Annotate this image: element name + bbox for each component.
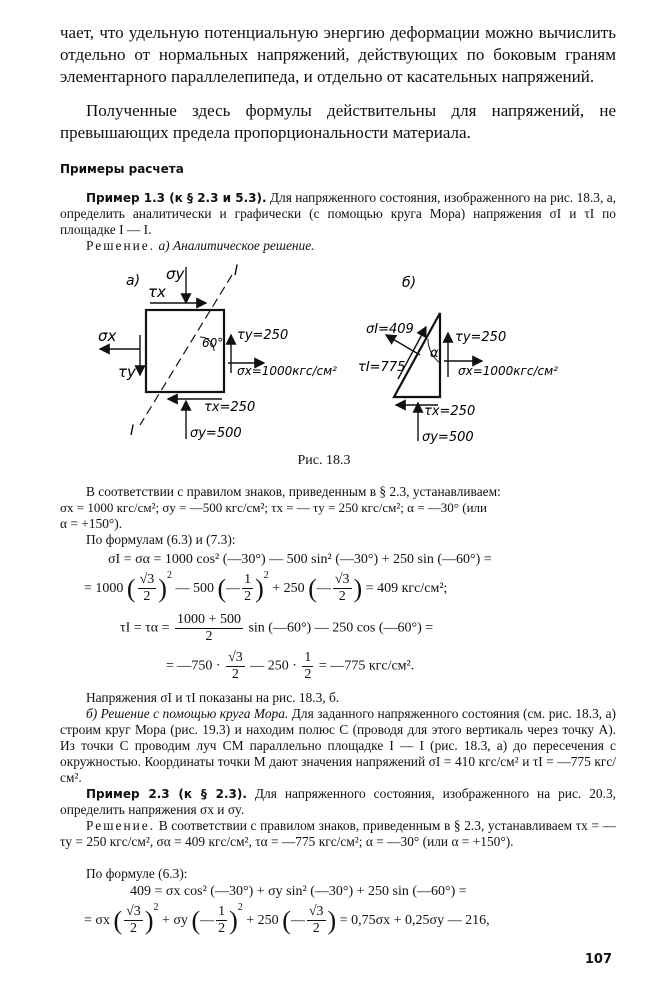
solution-2-label: Решение. [86, 818, 156, 833]
eq1-frac-1-num: √3 [139, 572, 155, 588]
sigma-y-bottom-label: σy=500 [190, 426, 242, 441]
sigma-y-top-label: σy [166, 265, 185, 283]
eq1-frac-3-num: √3 [334, 572, 350, 588]
figure-caption: Рис. 18.3 [297, 453, 351, 468]
eq1-result: = 409 кгс/см²; [365, 581, 448, 596]
eq3-frac-1-num: √3 [126, 904, 141, 920]
eq3-frac-1 [124, 904, 143, 937]
equation-tau-line-1 [120, 612, 433, 645]
equation-3-line-2 [84, 902, 490, 937]
stresses-shown-line: Напряжения σI и τI показаны на рис. 18.3, б. [86, 690, 340, 705]
eq1-term-250: + 250 [272, 581, 305, 596]
eq3-frac-2-den: 2 [218, 921, 226, 937]
eq2-frac-half-num: 1 [304, 650, 312, 665]
eq1-paren: ( [308, 573, 317, 603]
eq3-paren: ( [282, 905, 291, 935]
line-label-top: I [234, 263, 239, 279]
eq3-paren: ) [229, 905, 238, 935]
tau-i-label: τI=775 [358, 360, 406, 375]
eq1-frac-2-den: 2 [244, 589, 252, 605]
eq3-minus: — [200, 913, 215, 928]
analytic-solution-label: а) Аналитическое решение. [158, 238, 315, 253]
eq1-minus: — [226, 581, 241, 596]
eq2-frac [175, 612, 243, 645]
example-1-3-paragraph [60, 190, 616, 238]
equation-tau-line-2 [166, 650, 414, 683]
equation-sigma-line-1: σI = σα = 1000 cos² (—30°) — 500 sin² (—30°) + 250 sin (—60°) = [108, 552, 492, 567]
tau-y-left-label: τy [118, 363, 136, 381]
eq3-exp: 2 [237, 902, 243, 913]
eq3-frac-2 [216, 904, 227, 937]
figure-b-label: б) [402, 275, 417, 291]
figure-part-a [98, 263, 337, 441]
sigma-y-label: σy=500 [422, 430, 474, 445]
eq3-frac-3 [307, 904, 326, 937]
eq2-mid: — 250 · [250, 658, 297, 674]
eq1-frac-1-den: 2 [143, 589, 151, 605]
eq3-paren: ) [144, 905, 154, 935]
figure-a-label: а) [126, 273, 141, 289]
eq2-frac-half [302, 650, 313, 683]
page-number: 107 [584, 952, 612, 967]
sigma-x-right-label: σx=1000кгс/см² [237, 364, 337, 378]
eq1-frac-3 [333, 572, 352, 605]
example-2-3-label: Пример 2.3 (к § 2.3). [86, 787, 247, 801]
solution-label: Решение. [86, 238, 156, 253]
eq1-exp: 2 [263, 570, 269, 581]
eq1-minus: — [316, 581, 331, 596]
eq3-frac-3-den: 2 [312, 921, 320, 937]
sigma-i-label: σI=409 [366, 322, 414, 337]
eq3-frac-3-num: √3 [308, 904, 324, 920]
formula-6-3-ref: По формуле (6.3): [86, 866, 188, 881]
eq1-frac-2-num: 1 [244, 572, 252, 588]
eq1-frac-3-den: 2 [338, 589, 346, 605]
signs-line-3: α = +150°). [60, 516, 123, 531]
figure-part-b [358, 275, 558, 445]
sigma-x-label: σx=1000кгс/см² [458, 364, 558, 378]
line-label-bottom: I [130, 423, 135, 439]
signs-line-1: В соответствии с правилом знаков, приведенным в § 2.3, устанавливаем: [86, 484, 501, 499]
equation-3-line-1: 409 = σx cos² (—30°) + σy sin² (—30°) + 250 sin (—60°) = [130, 884, 467, 899]
mohr-solution-label: б) Решение с помощью круга Мора. [86, 706, 289, 721]
eq3-minus: — [290, 913, 305, 928]
eq3-exp: 2 [153, 902, 159, 913]
eq3-paren: ) [327, 905, 337, 935]
eq1-paren: ) [353, 573, 363, 603]
eq3-prefix: = σx [84, 913, 110, 928]
alpha-label: α [430, 346, 439, 361]
example-2-3-text: Для напряженного состояния, изображенного на рис. 20.3, определить напряжения σx и σy. [60, 786, 616, 817]
eq2-frac-r3-num: √3 [228, 650, 243, 665]
eq3-result: = 0,75σx + 0,25σy — 216, [339, 913, 490, 928]
eq2-frac-den: 2 [205, 629, 213, 644]
example-2-3-paragraph [60, 786, 616, 818]
eq1-term-500: — 500 [175, 581, 214, 596]
eq1-frac-2 [242, 572, 253, 605]
eq1-frac-1 [138, 572, 157, 605]
eq3-paren: ( [191, 905, 201, 935]
sigma-x-left-label: σx [98, 327, 117, 345]
example-2-3-solution [60, 818, 616, 850]
eq3-frac-1-den: 2 [129, 921, 137, 937]
eq1-paren: ( [217, 573, 227, 603]
eq2-frac-half-den: 2 [304, 667, 312, 682]
solution-2-text: В соответствии с правилом знаков, приведенным в § 2.3, устанавливаем τx = — τy = 250 кгс/см², σα = 409 кгс/см², τα = —775 кгс/см²; α = —30° (или α = +150°). [60, 818, 616, 849]
eq2-frac-r3 [226, 650, 245, 683]
figure-18-3 [0, 255, 648, 450]
intro-paragraph-1: чает, что удельную потенциальную энергию деформации можно вычислить отдельно от нормальных напряжений, действующих по боковым граням элементарного параллелепипеда, и отдельно от касательных напряжений. [60, 23, 616, 86]
angle-label: 60° [202, 336, 224, 350]
intro-paragraph-2: Полученные здесь формулы действительны для напряжений, не превышающих предела пропорциональности материала. [60, 101, 616, 142]
example-1-3-text: Для напряженного состояния, изображенного на рис. 18.3, а, определить аналитически и графически (с помощью круга Мора) напряжения σI и τI по площадке I — I. [60, 190, 616, 237]
eq1-paren: ) [255, 573, 264, 603]
eq2-rest: sin (—60°) — 250 cos (—60°) = [248, 620, 434, 636]
eq2-result: = —775 кгс/см². [318, 658, 415, 674]
eq1-prefix: = 1000 [84, 581, 124, 596]
formula-reference: По формулам (6.3) и (7.3): [86, 532, 236, 547]
solution-a-line [60, 238, 616, 254]
eq3-frac-2-num: 1 [218, 904, 226, 920]
tau-x-top-label: τx [148, 283, 166, 301]
tau-y-right-label: τy=250 [237, 328, 289, 343]
equation-sigma-line-2 [84, 570, 447, 605]
eq2-frac-r3-den: 2 [231, 667, 239, 682]
eq1-exp: 2 [166, 570, 172, 581]
tau-x-label: τx=250 [424, 404, 476, 419]
example-1-3-label: Пример 1.3 (к § 2.3 и 5.3). [86, 191, 267, 205]
signs-line-2: σx = 1000 кгс/см²; σy = —500 кгс/см²; τx = — τy = 250 кгс/см²; α = —30° (или [60, 500, 487, 515]
eq2-frac-num: 1000 + 500 [177, 612, 241, 627]
eq3-term-250: + 250 [246, 913, 279, 928]
eq1-paren: ) [158, 573, 167, 603]
sigma-i-arrow [386, 335, 420, 355]
eq3-sigma-y: + σy [161, 913, 188, 928]
tau-y-label: τy=250 [455, 330, 507, 345]
eq2-lhs: τI = τα = [120, 620, 170, 636]
mohr-solution-text: Для заданного напряженного состояния (см. рис. 18.3, а) строим круг Мора (рис. 19.3) и находим полюс C (проводя для этого вертикаль через точку A). Из точки C проводим луч CM параллельно площадке I — I (рис. 18.3, а) до пересечения с окружностью. Координаты точки M дают значения напряжений σI = 410 кгс/см² и τI = —775 кгс/см². [60, 706, 616, 785]
eq3-paren: ( [113, 905, 123, 935]
section-heading: Примеры расчета [60, 162, 184, 176]
tau-x-bottom-label: τx=250 [204, 400, 256, 415]
mohr-solution-paragraph [60, 706, 616, 786]
eq2-prefix: = —750 · [166, 658, 221, 674]
eq1-paren: ( [126, 573, 136, 603]
